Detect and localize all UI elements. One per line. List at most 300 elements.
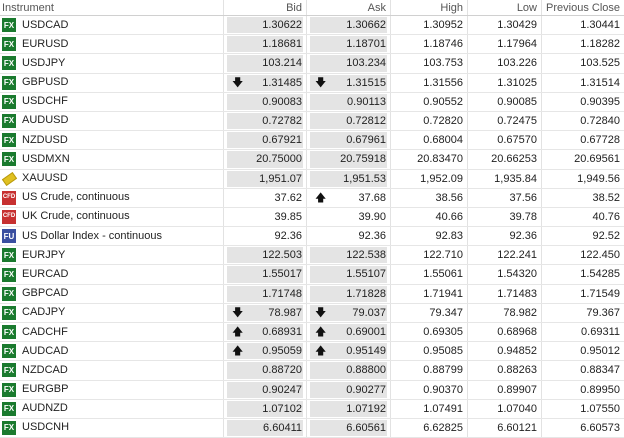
previous-close-cell	[542, 93, 624, 111]
bid-value: 1.55017	[262, 268, 302, 281]
instrument-name: UK Crude, continuous	[22, 210, 130, 223]
icon-label: FX	[3, 116, 15, 126]
high-value: 1.55061	[423, 268, 463, 281]
bid-value: 92.36	[274, 230, 302, 243]
prev-value: 1,949.56	[577, 172, 620, 185]
arrow-down-icon: 🡇	[315, 76, 327, 89]
low-cell	[468, 16, 542, 34]
fx-icon	[2, 421, 16, 435]
high-value: 1,952.09	[420, 172, 463, 185]
column-header-bid[interactable]: Bid	[224, 0, 307, 15]
icon-label: FX	[3, 39, 15, 49]
high-cell	[391, 285, 468, 303]
instrument-name: US Dollar Index - continuous	[22, 229, 163, 242]
instrument-name: USDCHF	[22, 95, 68, 108]
fx-icon	[2, 133, 16, 147]
high-value: 0.90552	[423, 95, 463, 108]
prev-value: 40.76	[592, 210, 620, 223]
prev-value: 92.52	[592, 230, 620, 243]
ask-cell[interactable]	[307, 419, 391, 437]
previous-close-cell	[542, 323, 624, 341]
bid-value: 39.85	[274, 210, 302, 223]
ask-cell[interactable]	[307, 150, 391, 168]
table-row[interactable]	[0, 170, 624, 189]
low-value: 20.66253	[491, 153, 537, 166]
low-value: 103.226	[497, 57, 537, 70]
low-cell	[468, 150, 542, 168]
table-row[interactable]	[0, 227, 624, 246]
previous-close-cell	[542, 227, 624, 245]
bid-value: 20.75000	[256, 153, 302, 166]
instrument-cell	[0, 16, 224, 34]
bid-cell[interactable]	[224, 16, 307, 34]
ask-cell[interactable]	[307, 170, 391, 188]
bid-cell[interactable]	[224, 189, 307, 207]
high-value: 92.83	[435, 230, 463, 243]
low-cell	[468, 227, 542, 245]
previous-close-cell	[542, 16, 624, 34]
instrument-name: NZDUSD	[22, 133, 68, 146]
prev-value: 1.54285	[580, 268, 620, 281]
arrow-up-icon: 🡅	[315, 191, 327, 204]
icon-label: FX	[3, 423, 15, 433]
high-value: 40.66	[435, 210, 463, 223]
bid-value: 1.30622	[262, 19, 302, 31]
table-row[interactable]	[0, 323, 624, 342]
bid-value: 37.62	[274, 191, 302, 204]
high-cell	[391, 74, 468, 92]
bid-value: 103.214	[262, 57, 302, 70]
fx-icon	[2, 37, 16, 51]
instrument-name: EURCAD	[22, 267, 69, 280]
ask-cell[interactable]	[307, 16, 391, 34]
ask-value: 1.30662	[346, 19, 386, 31]
previous-close-cell	[542, 74, 624, 92]
column-header-high[interactable]: High	[391, 0, 468, 15]
ask-cell[interactable]	[307, 227, 391, 245]
low-value: 0.90085	[497, 95, 537, 108]
instrument-cell	[0, 361, 224, 379]
ask-cell[interactable]	[307, 112, 391, 130]
instrument-cell	[0, 131, 224, 149]
ask-cell[interactable]	[307, 54, 391, 72]
table-header	[0, 0, 624, 16]
instrument-cell	[0, 265, 224, 283]
bid-cell[interactable]	[224, 93, 307, 111]
ask-cell[interactable]	[307, 74, 391, 92]
arrow-down-icon: 🡇	[232, 76, 244, 89]
instrument-cell	[0, 285, 224, 303]
ask-value: 1.18701	[346, 38, 386, 51]
low-value: 0.88263	[497, 364, 537, 377]
table-row[interactable]	[0, 361, 624, 380]
bid-value: 6.60411	[263, 421, 302, 434]
bid-cell[interactable]	[224, 112, 307, 130]
prev-value: 6.60573	[580, 421, 620, 434]
arrow-up-icon: 🡅	[232, 345, 244, 358]
table-row[interactable]	[0, 208, 624, 227]
fx-icon	[2, 114, 16, 128]
high-value: 0.68004	[423, 134, 463, 147]
column-header-low[interactable]: Low	[468, 0, 542, 15]
ask-value: 0.88800	[346, 364, 386, 377]
previous-close-cell	[542, 112, 624, 130]
table-row[interactable]	[0, 304, 624, 323]
ask-value: 0.90113	[347, 95, 386, 108]
low-cell	[468, 35, 542, 53]
high-value: 0.69305	[423, 326, 463, 338]
bid-cell[interactable]	[224, 246, 307, 264]
prev-value: 38.52	[592, 191, 620, 204]
prev-value: 20.69561	[574, 153, 620, 166]
bid-value: 0.72782	[262, 114, 302, 127]
instrument-name: USDCNH	[22, 421, 70, 434]
previous-close-cell	[542, 189, 624, 207]
icon-label: FX	[3, 308, 15, 318]
bid-cell[interactable]	[224, 361, 307, 379]
low-cell	[468, 131, 542, 149]
instrument-cell	[0, 208, 224, 226]
table-row[interactable]	[0, 265, 624, 284]
fx-icon	[2, 344, 16, 358]
previous-close-cell	[542, 361, 624, 379]
low-cell	[468, 285, 542, 303]
table-row[interactable]	[0, 419, 624, 438]
icon-label: FX	[3, 346, 15, 356]
instrument-cell	[0, 419, 224, 437]
icon-label: FX	[3, 78, 15, 88]
high-cell	[391, 189, 468, 207]
table-row[interactable]	[0, 74, 624, 93]
low-value: 37.56	[509, 191, 537, 204]
low-value: 1.07040	[497, 402, 537, 415]
high-value: 0.90370	[423, 383, 463, 396]
prev-value: 0.88347	[580, 364, 620, 377]
low-value: 1.17964	[497, 38, 537, 51]
table-row[interactable]	[0, 342, 624, 361]
instrument-cell	[0, 54, 224, 72]
instrument-cell	[0, 189, 224, 207]
high-value: 1.30952	[423, 19, 463, 31]
instrument-cell	[0, 93, 224, 111]
icon-label: FU	[3, 231, 15, 241]
arrow-up-icon: 🡅	[232, 326, 244, 338]
table-row[interactable]	[0, 93, 624, 112]
low-cell	[468, 265, 542, 283]
ask-cell[interactable]	[307, 189, 391, 207]
instrument-cell	[0, 246, 224, 264]
previous-close-cell	[542, 246, 624, 264]
ask-cell[interactable]	[307, 361, 391, 379]
table-row[interactable]	[0, 16, 624, 35]
instrument-name: USDJPY	[22, 56, 66, 69]
bid-value: 0.68931	[262, 326, 302, 338]
bid-cell[interactable]	[224, 150, 307, 168]
table-row[interactable]	[0, 285, 624, 304]
high-cell	[391, 16, 468, 34]
instrument-name: AUDUSD	[22, 114, 69, 127]
high-cell	[391, 304, 468, 322]
high-value: 0.72820	[423, 114, 463, 127]
fx-icon	[2, 287, 16, 301]
arrow-up-icon: 🡅	[315, 345, 327, 358]
bid-cell[interactable]	[224, 35, 307, 53]
ask-value: 6.60561	[346, 421, 386, 434]
ask-cell[interactable]	[307, 208, 391, 226]
instrument-name: US Crude, continuous	[22, 191, 130, 204]
instrument-cell	[0, 170, 224, 188]
previous-close-cell	[542, 35, 624, 53]
low-cell	[468, 170, 542, 188]
arrow-up-icon: 🡅	[315, 326, 327, 338]
bid-cell[interactable]	[224, 265, 307, 283]
bid-value: 0.67921	[262, 134, 302, 147]
table-row[interactable]	[0, 246, 624, 265]
bid-cell[interactable]	[224, 170, 307, 188]
bid-cell[interactable]	[224, 74, 307, 92]
prev-value: 122.450	[580, 249, 620, 262]
ask-value: 1.07192	[346, 402, 386, 415]
table-row[interactable]	[0, 35, 624, 54]
prev-value: 0.72840	[580, 114, 620, 127]
arrow-down-icon: 🡇	[315, 306, 327, 319]
low-cell	[468, 419, 542, 437]
high-cell	[391, 208, 468, 226]
fx-icon	[2, 268, 16, 282]
table-row[interactable]	[0, 131, 624, 150]
high-cell	[391, 323, 468, 341]
low-value: 1.71483	[497, 287, 537, 300]
high-value: 0.88799	[423, 364, 463, 377]
high-value: 1.31556	[423, 76, 463, 89]
ask-value: 1.55107	[346, 268, 386, 281]
low-cell	[468, 208, 542, 226]
low-value: 1.31025	[497, 76, 537, 89]
low-value: 1.30429	[497, 19, 537, 31]
high-cell	[391, 170, 468, 188]
bid-cell[interactable]	[224, 323, 307, 341]
ask-cell[interactable]	[307, 400, 391, 418]
ask-cell[interactable]	[307, 246, 391, 264]
instrument-cell	[0, 400, 224, 418]
ask-value: 1.31515	[346, 76, 386, 89]
high-cell	[391, 150, 468, 168]
low-value: 78.982	[503, 306, 537, 319]
low-cell	[468, 323, 542, 341]
bid-value: 0.88720	[262, 364, 302, 377]
table-row[interactable]	[0, 150, 624, 169]
fx-icon	[2, 363, 16, 377]
instrument-name: USDCAD	[22, 18, 69, 31]
prev-value: 1.30441	[580, 19, 620, 31]
ask-value: 39.90	[358, 210, 386, 223]
bid-cell[interactable]	[224, 131, 307, 149]
table-row[interactable]	[0, 189, 624, 208]
icon-label: FX	[3, 97, 15, 107]
bid-value: 1.31485	[262, 76, 302, 89]
low-cell	[468, 361, 542, 379]
low-value: 6.60121	[497, 421, 537, 434]
high-value: 79.347	[429, 306, 463, 319]
fx-icon	[2, 18, 16, 32]
cfd-icon	[2, 191, 16, 205]
icon-label: CFD	[2, 213, 16, 220]
table-row[interactable]	[0, 112, 624, 131]
bid-cell[interactable]	[224, 285, 307, 303]
high-cell	[391, 227, 468, 245]
instrument-cell	[0, 227, 224, 245]
instrument-cell	[0, 304, 224, 322]
low-value: 0.68968	[497, 326, 537, 338]
column-header-ask[interactable]: Ask	[307, 0, 391, 15]
high-cell	[391, 54, 468, 72]
icon-label: FX	[3, 135, 15, 145]
bid-value: 0.90083	[262, 95, 302, 108]
low-value: 92.36	[509, 230, 537, 243]
icon-label: FX	[3, 58, 15, 68]
bid-cell[interactable]	[224, 381, 307, 399]
instrument-name: EURJPY	[22, 248, 66, 261]
bid-cell[interactable]	[224, 400, 307, 418]
low-cell	[468, 189, 542, 207]
low-cell	[468, 93, 542, 111]
ask-cell[interactable]	[307, 381, 391, 399]
instrument-name: GBPUSD	[22, 76, 69, 89]
ask-value: 79.037	[352, 306, 386, 319]
table-row[interactable]	[0, 54, 624, 73]
prev-value: 79.367	[586, 306, 620, 319]
high-cell	[391, 342, 468, 360]
instrument-name: AUDNZD	[22, 402, 68, 415]
ask-cell[interactable]	[307, 93, 391, 111]
icon-label: FX	[3, 20, 15, 30]
table-row[interactable]	[0, 381, 624, 400]
fx-icon	[2, 152, 16, 166]
ask-value: 0.72812	[346, 114, 386, 127]
instrument-name: CADCHF	[22, 325, 68, 338]
low-cell	[468, 400, 542, 418]
ask-value: 0.95149	[346, 345, 386, 358]
ask-cell[interactable]	[307, 131, 391, 149]
previous-close-cell	[542, 208, 624, 226]
prev-value: 0.89950	[580, 383, 620, 396]
bid-cell[interactable]	[224, 342, 307, 360]
ask-value: 20.75918	[340, 153, 386, 166]
bid-value: 0.90247	[262, 383, 302, 396]
bid-cell[interactable]	[224, 227, 307, 245]
bid-value: 0.95059	[262, 345, 302, 358]
instrument-name: CADJPY	[22, 306, 66, 319]
high-value: 6.62825	[423, 421, 463, 434]
high-cell	[391, 381, 468, 399]
ask-value: 0.90277	[346, 383, 386, 396]
prev-value: 0.90395	[580, 95, 620, 108]
ask-cell[interactable]	[307, 323, 391, 341]
high-cell	[391, 112, 468, 130]
high-cell	[391, 131, 468, 149]
ask-value: 1,951.53	[343, 172, 386, 185]
instrument-cell	[0, 35, 224, 53]
previous-close-cell	[542, 304, 624, 322]
instrument-name: EURUSD	[22, 37, 69, 50]
prev-value: 1.71549	[580, 287, 620, 300]
previous-close-cell	[542, 381, 624, 399]
low-cell	[468, 54, 542, 72]
bid-cell[interactable]	[224, 304, 307, 322]
futures-icon	[2, 229, 16, 243]
ask-value: 122.538	[346, 249, 386, 262]
table-row[interactable]	[0, 400, 624, 419]
low-cell	[468, 112, 542, 130]
instrument-name: NZDCAD	[22, 363, 68, 376]
prev-value: 1.31514	[580, 76, 620, 89]
high-value: 122.710	[423, 249, 463, 262]
previous-close-cell	[542, 150, 624, 168]
gold-bar-shape	[1, 172, 16, 186]
low-value: 1,935.84	[494, 172, 537, 185]
low-cell	[468, 246, 542, 264]
instrument-name: XAUUSD	[22, 172, 68, 184]
fx-icon	[2, 76, 16, 90]
high-cell	[391, 35, 468, 53]
ask-value: 37.68	[358, 191, 386, 204]
icon-label: FX	[3, 289, 15, 299]
bid-value: 1,951.07	[259, 172, 302, 185]
fx-icon	[2, 402, 16, 416]
low-value: 39.78	[509, 210, 537, 223]
column-header-previous-close[interactable]: Previous Close	[546, 2, 620, 14]
previous-close-cell	[542, 285, 624, 303]
fx-icon	[2, 325, 16, 339]
high-value: 0.95085	[423, 345, 463, 358]
fx-icon	[2, 95, 16, 109]
high-value: 103.753	[423, 57, 463, 70]
instrument-cell	[0, 112, 224, 130]
icon-label: FX	[3, 269, 15, 279]
ask-cell[interactable]	[307, 285, 391, 303]
gold-bar-icon	[2, 172, 16, 186]
high-cell	[391, 361, 468, 379]
low-cell	[468, 381, 542, 399]
high-value: 38.56	[435, 191, 463, 204]
instrument-cell	[0, 150, 224, 168]
bid-value: 1.71748	[262, 287, 302, 300]
icon-label: FX	[3, 404, 15, 414]
low-cell	[468, 342, 542, 360]
fx-icon	[2, 248, 16, 262]
ask-value: 0.69001	[346, 326, 386, 338]
column-header-instrument[interactable]: Instrument	[0, 0, 224, 15]
ask-cell[interactable]	[307, 265, 391, 283]
previous-close-cell	[542, 265, 624, 283]
bid-value: 1.07102	[262, 402, 302, 415]
ask-cell[interactable]	[307, 304, 391, 322]
prev-value: 1.07550	[580, 402, 620, 415]
prev-value: 103.525	[580, 57, 620, 70]
low-value: 0.67570	[497, 134, 537, 147]
bid-cell[interactable]	[224, 54, 307, 72]
bid-cell[interactable]	[224, 208, 307, 226]
arrow-down-icon: 🡇	[232, 306, 244, 319]
previous-close-cell	[542, 419, 624, 437]
high-cell	[391, 246, 468, 264]
ask-cell[interactable]	[307, 35, 391, 53]
instrument-cell	[0, 323, 224, 341]
ask-cell[interactable]	[307, 342, 391, 360]
bid-cell[interactable]	[224, 419, 307, 437]
high-value: 1.71941	[423, 287, 463, 300]
instrument-cell	[0, 342, 224, 360]
